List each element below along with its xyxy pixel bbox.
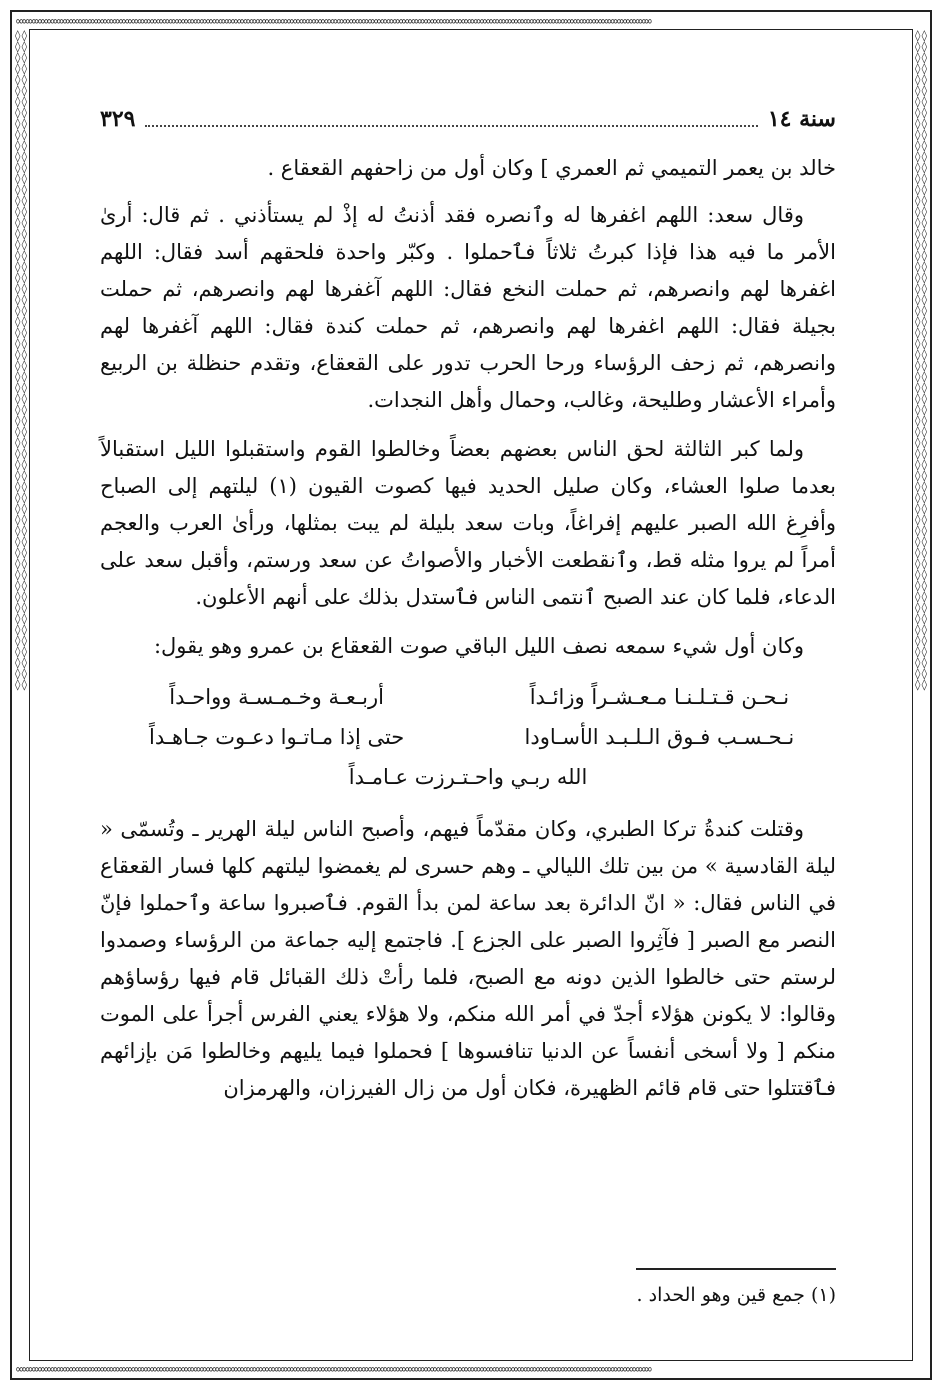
poem-verse xyxy=(100,717,836,757)
header-leader-dots xyxy=(145,111,757,127)
main-text xyxy=(100,150,836,1119)
verse-hemistich: نـحـسـب فـوق الـلـبـد الأسـاودا xyxy=(524,725,795,749)
footnote: (١) جمع قين وهو الحداد . xyxy=(636,1284,836,1306)
paragraph-1: خالد بن يعمر التميمي ثم العمري ] وكان أول من زاحفهم القعقاع . xyxy=(267,156,836,180)
poem-verse xyxy=(100,757,836,797)
verse-hemistich: حتى إذا مـاتـوا دعـوت جـاهـداً xyxy=(148,725,405,749)
paragraph-2: وقال سعد: اللهم اغفرها له وٱنصره فقد أذنتُ له إذْ لم يستأذني . ثم قال: أرىٰ الأمر ما فيه هذا فإذا كبرتُ ثلاثاً فٱحملوا . وكبّر واحدة فلحقهم أسد فقال: اللهم اغفرها لهم وانصرهم، ثم حملت النخع فقال: اللهم آغفرها لهم وانصرهم، ثم حملت بجيلة فقال: اللهم اغفرها لهم وانصرهم، ثم حملت كندة فقال: اللهم آغفرها لهم وانصرهم، ثم زحف الرؤساء ورحا الحرب تدور على القعقاع، وتقدم حنظلة بن الربيع وأمراء الأعشار وطليحة، وغالب، وحمال وأهل النجدات. xyxy=(100,203,836,412)
running-head: سنة ١٤ xyxy=(767,106,836,132)
page-number: ٣٢٩ xyxy=(100,106,136,132)
verse-hemistich: الله ربـي واحـتـرزت عـامـداً xyxy=(348,765,588,789)
poem xyxy=(100,677,836,797)
poem-verse xyxy=(100,677,836,717)
bottom-ornament: ∞∞∞∞∞∞∞∞∞∞∞∞∞∞∞∞∞∞∞∞∞∞∞∞∞∞∞∞∞∞∞∞∞∞∞∞∞∞∞∞∞∞∞∞∞∞∞∞∞∞∞∞∞∞∞∞∞∞∞∞∞∞∞∞∞∞∞∞∞∞∞∞∞∞∞∞∞∞∞∞∞∞∞∞∞∞∞∞∞∞∞∞∞∞∞∞∞∞∞∞∞∞ xyxy=(16,1362,651,1376)
top-ornament: ∞∞∞∞∞∞∞∞∞∞∞∞∞∞∞∞∞∞∞∞∞∞∞∞∞∞∞∞∞∞∞∞∞∞∞∞∞∞∞∞∞∞∞∞∞∞∞∞∞∞∞∞∞∞∞∞∞∞∞∞∞∞∞∞∞∞∞∞∞∞∞∞∞∞∞∞∞∞∞∞∞∞∞∞∞∞∞∞∞∞∞∞∞∞∞∞∞∞∞∞∞∞ xyxy=(16,14,651,28)
page-header xyxy=(100,104,836,134)
footnote-divider xyxy=(636,1268,836,1270)
verse-hemistich: أربـعـة وخـمـسـة وواحـداً xyxy=(169,685,384,709)
right-ornament: ◊◊◊◊◊◊◊◊◊◊◊◊◊◊◊◊◊◊◊◊◊◊◊◊◊◊◊◊◊◊◊◊◊◊◊◊◊◊◊◊◊◊◊◊◊◊◊◊◊◊◊◊◊◊◊◊◊◊◊◊◊◊◊◊◊◊◊◊◊◊◊◊◊◊◊◊◊◊◊◊◊◊◊◊◊◊◊◊◊◊◊◊◊◊◊◊◊◊◊◊◊◊◊◊◊◊◊◊◊◊◊◊◊◊◊◊◊◊◊◊ xyxy=(914,30,928,691)
left-ornament: ◊◊◊◊◊◊◊◊◊◊◊◊◊◊◊◊◊◊◊◊◊◊◊◊◊◊◊◊◊◊◊◊◊◊◊◊◊◊◊◊◊◊◊◊◊◊◊◊◊◊◊◊◊◊◊◊◊◊◊◊◊◊◊◊◊◊◊◊◊◊◊◊◊◊◊◊◊◊◊◊◊◊◊◊◊◊◊◊◊◊◊◊◊◊◊◊◊◊◊◊◊◊◊◊◊◊◊◊◊◊◊◊◊◊◊◊◊◊◊◊ xyxy=(14,30,28,691)
verse-hemistich: نـحـن قـتـلـنـا مـعـشـراً وزائـداً xyxy=(529,685,790,709)
paragraph-5: وقتلت كندةُ تركا الطبري، وكان مقدّماً فيهم، وأصبح الناس ليلة الهرير ـ وتُسمّى « ليلة القادسية » من بين تلك الليالي ـ وهم حسرى لم يغمضوا ليلتهم كلها فسار القعقاع في الناس فقال: « انّ الدائرة بعد ساعة لمن بدأ القوم. فٱصبروا ساعة وٱحملوا فإنّ النصر مع الصبر [ فآثِروا الصبر على الجزع ]. فاجتمع إليه جماعة من الرؤساء وصمدوا لرستم حتى خالطوا الذين دونه مع الصبح، فلما رأتْ ذلك القبائل قام فيها رؤساؤهم وقالوا: لا يكونن هؤلاء أجدّ في أمر الله منكم، ولا هؤلاء يعني الفرس أجرأ على الموت منكم [ ولا أسخى أنفساً عن الدنيا تنافسوها ] فحملوا فيما يليهم وخالطوا مَن بإزائهم فٱقتتلوا حتى قام قائم الظهيرة، فكان أول من زال الفيرزان، والهرمزان xyxy=(100,817,836,1100)
paragraph-4: وكان أول شيء سمعه نصف الليل الباقي صوت القعقاع بن عمرو وهو يقول: xyxy=(153,634,804,658)
paragraph-3: ولما كبر الثالثة لحق الناس بعضهم بعضاً وخالطوا القوم واستقبلوا الليل استقبالاً بعدما صلوا العشاء، وكان صليل الحديد فيها كصوت القيون (١) ليلتهم إلى الصباح وأفرِغ الله الصبر عليهم إفراغاً، وبات سعد بليلة لم يبت بمثلها، ورأىٰ العرب والعجم أمراً لم يروا مثله قط، وٱنقطعت الأخبار والأصواتُ عن سعد ورستم، وأقبل سعد على الدعاء، فلما كان عند الصبح ٱنتمى الناس فٱستدل بذلك على أنهم الأعلون. xyxy=(100,437,837,609)
